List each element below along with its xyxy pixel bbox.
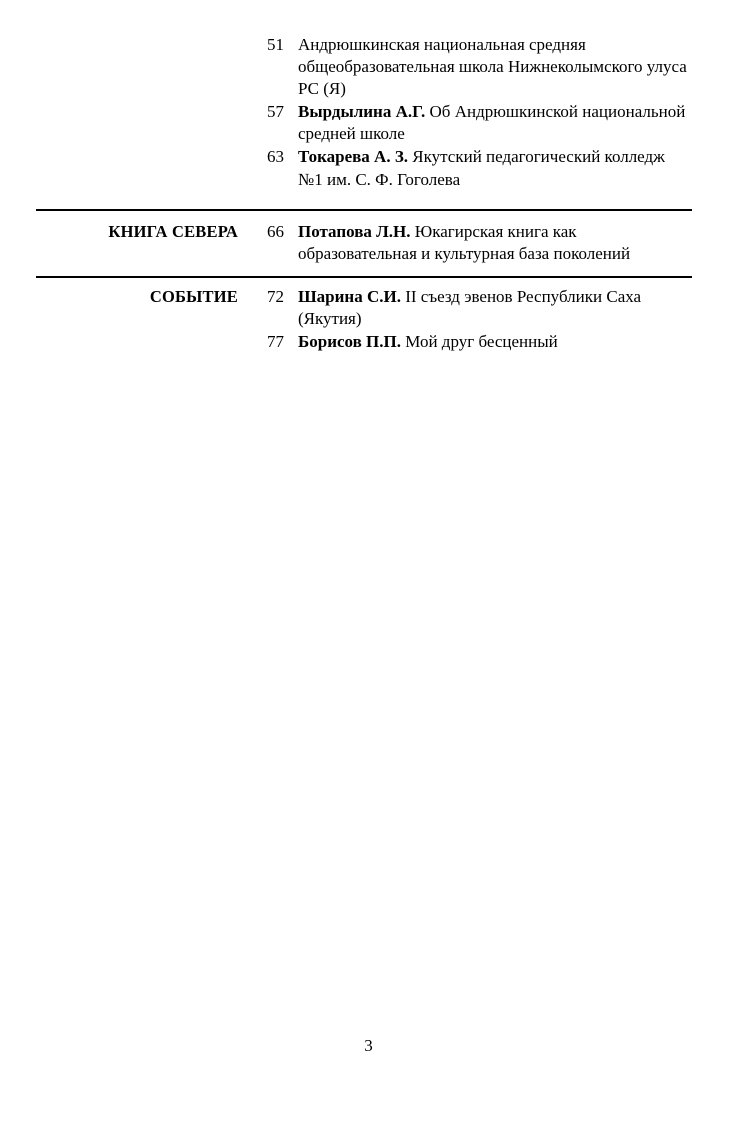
toc-entry-title xyxy=(284,286,692,330)
page-folio: 3 xyxy=(364,1036,373,1055)
toc-page-number: 66 xyxy=(267,221,284,241)
toc-entry xyxy=(36,34,692,100)
toc-entry-text: Якутский педагогический колледж №1 им. С. Ф. Гоголева xyxy=(298,147,665,189)
toc-page-number: 77 xyxy=(267,332,284,352)
toc-page-number: 51 xyxy=(267,35,284,54)
toc-entry-text: II съезд эвенов Республики Саха (Якутия) xyxy=(298,286,642,328)
toc-entry-title xyxy=(284,331,692,353)
toc-entry-author: Потапова Л.Н. xyxy=(298,221,411,241)
toc-entry xyxy=(36,101,692,145)
toc-section-sobytie xyxy=(36,286,692,353)
toc-entry-title xyxy=(284,146,692,190)
toc-entry-title xyxy=(284,34,692,100)
toc-entry-author: Шарина С.И. xyxy=(298,286,401,306)
toc-page-number: 72 xyxy=(267,286,284,306)
toc-category-label: КНИГА СЕВЕРА xyxy=(108,221,238,241)
toc-entry-author: Борисов П.П. xyxy=(298,332,401,352)
toc-section-continued xyxy=(36,34,692,191)
toc-entry-text: Об Андрюшкинской национальной средней школе xyxy=(298,102,686,144)
toc-entry xyxy=(36,221,692,265)
toc-entry-title xyxy=(284,101,692,145)
toc-entry-text: Юкагирская книга как образовательная и культурная база поколений xyxy=(298,221,631,263)
section-gap xyxy=(36,278,692,286)
toc-entry-text: Мой друг бесценный xyxy=(405,332,558,352)
toc-entry-author: Вырдылина А.Г. xyxy=(298,102,426,122)
section-gap xyxy=(36,192,692,200)
toc-section-kniga-severa xyxy=(36,209,692,278)
toc-entry-text: Андрюшкинская национальная средняя общеобразовательная школа Нижнеколымского улуса РС (Я) xyxy=(298,35,687,99)
toc-entry xyxy=(36,146,692,190)
toc-page-number: 63 xyxy=(267,147,284,167)
table-of-contents xyxy=(36,34,692,354)
toc-entry-title xyxy=(284,221,692,265)
toc-entry xyxy=(36,286,692,330)
toc-entry-author: Токарева А. З. xyxy=(298,147,409,167)
toc-page-number: 57 xyxy=(267,102,284,122)
toc-entry xyxy=(36,331,692,353)
toc-category-label: СОБЫТИЕ xyxy=(149,286,238,306)
